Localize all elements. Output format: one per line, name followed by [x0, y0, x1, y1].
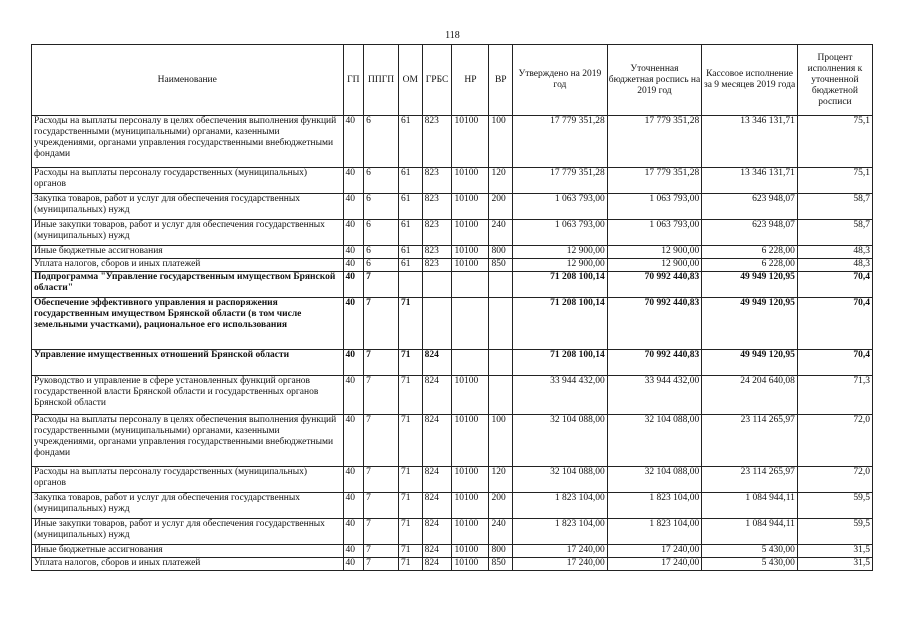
table-row	[32, 350, 873, 376]
cell-percent: 31,5	[797, 558, 872, 571]
cell-name: Управление имущественных отношений Брянской области	[32, 350, 344, 376]
cell-ppgp: 6	[364, 116, 399, 168]
cell-percent: 71,3	[797, 376, 872, 415]
table-row	[32, 298, 873, 350]
cell-grbs: 824	[422, 558, 452, 571]
cell-om: 71	[399, 415, 423, 467]
cell-ppgp: 6	[364, 194, 399, 220]
cell-vr: 200	[489, 493, 513, 519]
cell-gp: 40	[343, 194, 364, 220]
cell-nr: 10100	[452, 467, 489, 493]
cell-name: Руководство и управление в сфере установленных функций органов государственной власти Брянской области и государственных органов Брянской области	[32, 376, 344, 415]
cell-approved: 12 900,00	[513, 259, 608, 272]
table-row	[32, 259, 873, 272]
cell-nr: 10100	[452, 376, 489, 415]
cell-refined: 32 104 088,00	[607, 415, 702, 467]
cell-nr: 10100	[452, 116, 489, 168]
table-row	[32, 467, 873, 493]
table-row	[32, 519, 873, 545]
cell-refined: 70 992 440,83	[607, 350, 702, 376]
cell-refined: 17 779 351,28	[607, 168, 702, 194]
cell-om: 71	[399, 376, 423, 415]
cell-percent: 58,7	[797, 194, 872, 220]
cell-grbs: 824	[422, 545, 452, 558]
cell-grbs	[422, 272, 452, 298]
header-nr: НР	[452, 45, 489, 116]
cell-vr	[489, 272, 513, 298]
cell-nr: 10100	[452, 545, 489, 558]
cell-refined: 17 240,00	[607, 545, 702, 558]
table-row	[32, 116, 873, 168]
cell-gp: 40	[343, 493, 364, 519]
cell-executed: 6 228,00	[702, 259, 798, 272]
header-om: ОМ	[399, 45, 423, 116]
cell-executed: 13 346 131,71	[702, 116, 798, 168]
cell-approved: 32 104 088,00	[513, 467, 608, 493]
cell-approved: 1 823 104,00	[513, 519, 608, 545]
cell-ppgp: 6	[364, 246, 399, 259]
cell-grbs: 823	[422, 259, 452, 272]
cell-vr: 800	[489, 545, 513, 558]
cell-approved: 71 208 100,14	[513, 272, 608, 298]
table-row	[32, 246, 873, 259]
cell-om: 61	[399, 246, 423, 259]
cell-nr: 10100	[452, 220, 489, 246]
cell-executed: 623 948,07	[702, 194, 798, 220]
header-vr: ВР	[489, 45, 513, 116]
cell-ppgp: 7	[364, 376, 399, 415]
cell-approved: 12 900,00	[513, 246, 608, 259]
cell-om: 71	[399, 298, 423, 350]
cell-approved: 71 208 100,14	[513, 350, 608, 376]
cell-refined: 1 823 104,00	[607, 519, 702, 545]
cell-executed: 13 346 131,71	[702, 168, 798, 194]
header-percent: Процент исполнения к уточненной бюджетной росписи	[797, 45, 872, 116]
cell-ppgp: 6	[364, 168, 399, 194]
table-row	[32, 493, 873, 519]
cell-name: Закупка товаров, работ и услуг для обеспечения государственных (муниципальных) нужд	[32, 493, 344, 519]
cell-om: 61	[399, 116, 423, 168]
cell-nr: 10100	[452, 493, 489, 519]
header-name: Наименование	[32, 45, 344, 116]
cell-percent: 70,4	[797, 298, 872, 350]
cell-name: Расходы на выплаты персоналу государственных (муниципальных) органов	[32, 467, 344, 493]
cell-percent: 70,4	[797, 350, 872, 376]
cell-approved: 1 063 793,00	[513, 220, 608, 246]
cell-percent: 31,5	[797, 545, 872, 558]
cell-refined: 1 063 793,00	[607, 194, 702, 220]
header-gp: ГП	[343, 45, 364, 116]
cell-approved: 17 779 351,28	[513, 116, 608, 168]
cell-name: Иные бюджетные ассигнования	[32, 246, 344, 259]
cell-percent: 72,0	[797, 467, 872, 493]
cell-name: Уплата налогов, сборов и иных платежей	[32, 558, 344, 571]
cell-executed: 23 114 265,97	[702, 415, 798, 467]
cell-om: 61	[399, 259, 423, 272]
cell-grbs: 823	[422, 194, 452, 220]
cell-grbs: 823	[422, 246, 452, 259]
cell-refined: 17 779 351,28	[607, 116, 702, 168]
cell-name: Расходы на выплаты персоналу в целях обеспечения выполнения функций государственными (муниципальными) органами, казенными учреждениями, органами управления государственными внебюджетными фондами	[32, 116, 344, 168]
cell-vr: 100	[489, 116, 513, 168]
table-row	[32, 194, 873, 220]
cell-nr: 10100	[452, 519, 489, 545]
cell-refined: 70 992 440,83	[607, 272, 702, 298]
table-row	[32, 220, 873, 246]
cell-nr: 10100	[452, 415, 489, 467]
cell-nr: 10100	[452, 168, 489, 194]
cell-gp: 40	[343, 415, 364, 467]
cell-percent: 70,4	[797, 272, 872, 298]
table-row	[32, 168, 873, 194]
cell-om: 71	[399, 545, 423, 558]
header-grbs: ГРБС	[422, 45, 452, 116]
table-row	[32, 272, 873, 298]
cell-gp: 40	[343, 376, 364, 415]
cell-executed: 1 084 944,11	[702, 493, 798, 519]
cell-grbs: 824	[422, 415, 452, 467]
cell-om: 71	[399, 493, 423, 519]
cell-gp: 40	[343, 220, 364, 246]
cell-nr: 10100	[452, 259, 489, 272]
cell-gp: 40	[343, 350, 364, 376]
cell-executed: 623 948,07	[702, 220, 798, 246]
header-approved: Утверждено на 2019 год	[513, 45, 608, 116]
cell-ppgp: 7	[364, 272, 399, 298]
header-row	[32, 45, 873, 116]
cell-percent: 59,5	[797, 519, 872, 545]
cell-percent: 59,5	[797, 493, 872, 519]
cell-grbs: 824	[422, 467, 452, 493]
cell-name: Закупка товаров, работ и услуг для обеспечения государственных (муниципальных) нужд	[32, 194, 344, 220]
cell-nr	[452, 350, 489, 376]
cell-ppgp: 7	[364, 350, 399, 376]
cell-grbs: 824	[422, 376, 452, 415]
cell-percent: 48,3	[797, 259, 872, 272]
cell-om: 71	[399, 350, 423, 376]
cell-vr	[489, 298, 513, 350]
cell-refined: 33 944 432,00	[607, 376, 702, 415]
table-row	[32, 415, 873, 467]
cell-nr: 10100	[452, 194, 489, 220]
cell-approved: 32 104 088,00	[513, 415, 608, 467]
table-body	[32, 116, 873, 571]
cell-om: 71	[399, 558, 423, 571]
cell-name: Расходы на выплаты персоналу в целях обеспечения выполнения функций государственными (муниципальными) органами, казенными учреждениями, органами управления государственными внебюджетными фондами	[32, 415, 344, 467]
cell-approved: 17 240,00	[513, 558, 608, 571]
cell-gp: 40	[343, 259, 364, 272]
cell-gp: 40	[343, 272, 364, 298]
cell-refined: 12 900,00	[607, 259, 702, 272]
cell-gp: 40	[343, 519, 364, 545]
cell-ppgp: 7	[364, 467, 399, 493]
cell-om: 61	[399, 220, 423, 246]
cell-executed: 6 228,00	[702, 246, 798, 259]
cell-name: Уплата налогов, сборов и иных платежей	[32, 259, 344, 272]
cell-vr: 240	[489, 220, 513, 246]
cell-ppgp: 7	[364, 493, 399, 519]
cell-approved: 17 240,00	[513, 545, 608, 558]
cell-ppgp: 7	[364, 558, 399, 571]
cell-nr	[452, 298, 489, 350]
budget-table	[31, 44, 873, 571]
cell-refined: 12 900,00	[607, 246, 702, 259]
cell-executed: 49 949 120,95	[702, 350, 798, 376]
cell-executed: 23 114 265,97	[702, 467, 798, 493]
cell-name: Иные закупки товаров, работ и услуг для обеспечения государственных (муниципальных) нужд	[32, 220, 344, 246]
cell-vr	[489, 350, 513, 376]
cell-om: 61	[399, 168, 423, 194]
table-row	[32, 376, 873, 415]
cell-vr: 800	[489, 246, 513, 259]
cell-approved: 71 208 100,14	[513, 298, 608, 350]
cell-om: 71	[399, 519, 423, 545]
cell-grbs: 823	[422, 220, 452, 246]
cell-percent: 75,1	[797, 168, 872, 194]
header-executed: Кассовое исполнение за 9 месяцев 2019 года	[702, 45, 798, 116]
cell-name: Расходы на выплаты персоналу государственных (муниципальных) органов	[32, 168, 344, 194]
cell-grbs: 823	[422, 168, 452, 194]
cell-vr: 120	[489, 467, 513, 493]
cell-grbs: 824	[422, 493, 452, 519]
cell-gp: 40	[343, 246, 364, 259]
cell-gp: 40	[343, 298, 364, 350]
cell-refined: 1 063 793,00	[607, 220, 702, 246]
cell-name: Обеспечение эффективного управления и распоряжения государственным имуществом Брянской области (в том числе земельными участками), рациональное его использования	[32, 298, 344, 350]
cell-percent: 58,7	[797, 220, 872, 246]
cell-gp: 40	[343, 558, 364, 571]
cell-ppgp: 7	[364, 545, 399, 558]
cell-ppgp: 7	[364, 415, 399, 467]
header-ppgp: ППГП	[364, 45, 399, 116]
cell-executed: 5 430,00	[702, 558, 798, 571]
cell-executed: 49 949 120,95	[702, 298, 798, 350]
cell-gp: 40	[343, 116, 364, 168]
cell-nr: 10100	[452, 558, 489, 571]
cell-refined: 32 104 088,00	[607, 467, 702, 493]
cell-om: 61	[399, 194, 423, 220]
cell-name: Иные закупки товаров, работ и услуг для обеспечения государственных (муниципальных) нужд	[32, 519, 344, 545]
cell-approved: 1 063 793,00	[513, 194, 608, 220]
cell-nr: 10100	[452, 246, 489, 259]
cell-ppgp: 6	[364, 259, 399, 272]
cell-gp: 40	[343, 168, 364, 194]
cell-om	[399, 272, 423, 298]
cell-percent: 48,3	[797, 246, 872, 259]
cell-nr	[452, 272, 489, 298]
cell-ppgp: 6	[364, 220, 399, 246]
cell-gp: 40	[343, 545, 364, 558]
cell-vr: 120	[489, 168, 513, 194]
cell-vr: 100	[489, 415, 513, 467]
header-refined: Уточненная бюджетная роспись на 2019 год	[607, 45, 702, 116]
cell-approved: 17 779 351,28	[513, 168, 608, 194]
cell-approved: 1 823 104,00	[513, 493, 608, 519]
cell-executed: 5 430,00	[702, 545, 798, 558]
cell-vr	[489, 376, 513, 415]
cell-grbs: 824	[422, 519, 452, 545]
cell-name: Иные бюджетные ассигнования	[32, 545, 344, 558]
cell-grbs	[422, 298, 452, 350]
cell-vr: 850	[489, 259, 513, 272]
cell-name: Подпрограмма "Управление государственным имуществом Брянской области"	[32, 272, 344, 298]
cell-percent: 75,1	[797, 116, 872, 168]
cell-refined: 70 992 440,83	[607, 298, 702, 350]
page-number: 118	[445, 30, 460, 41]
cell-executed: 1 084 944,11	[702, 519, 798, 545]
table-row	[32, 545, 873, 558]
table-row	[32, 558, 873, 571]
cell-om: 71	[399, 467, 423, 493]
cell-refined: 17 240,00	[607, 558, 702, 571]
cell-executed: 49 949 120,95	[702, 272, 798, 298]
cell-percent: 72,0	[797, 415, 872, 467]
cell-ppgp: 7	[364, 519, 399, 545]
cell-gp: 40	[343, 467, 364, 493]
cell-grbs: 824	[422, 350, 452, 376]
cell-ppgp: 7	[364, 298, 399, 350]
cell-vr: 240	[489, 519, 513, 545]
cell-grbs: 823	[422, 116, 452, 168]
cell-vr: 850	[489, 558, 513, 571]
cell-refined: 1 823 104,00	[607, 493, 702, 519]
cell-approved: 33 944 432,00	[513, 376, 608, 415]
cell-vr: 200	[489, 194, 513, 220]
cell-executed: 24 204 640,08	[702, 376, 798, 415]
